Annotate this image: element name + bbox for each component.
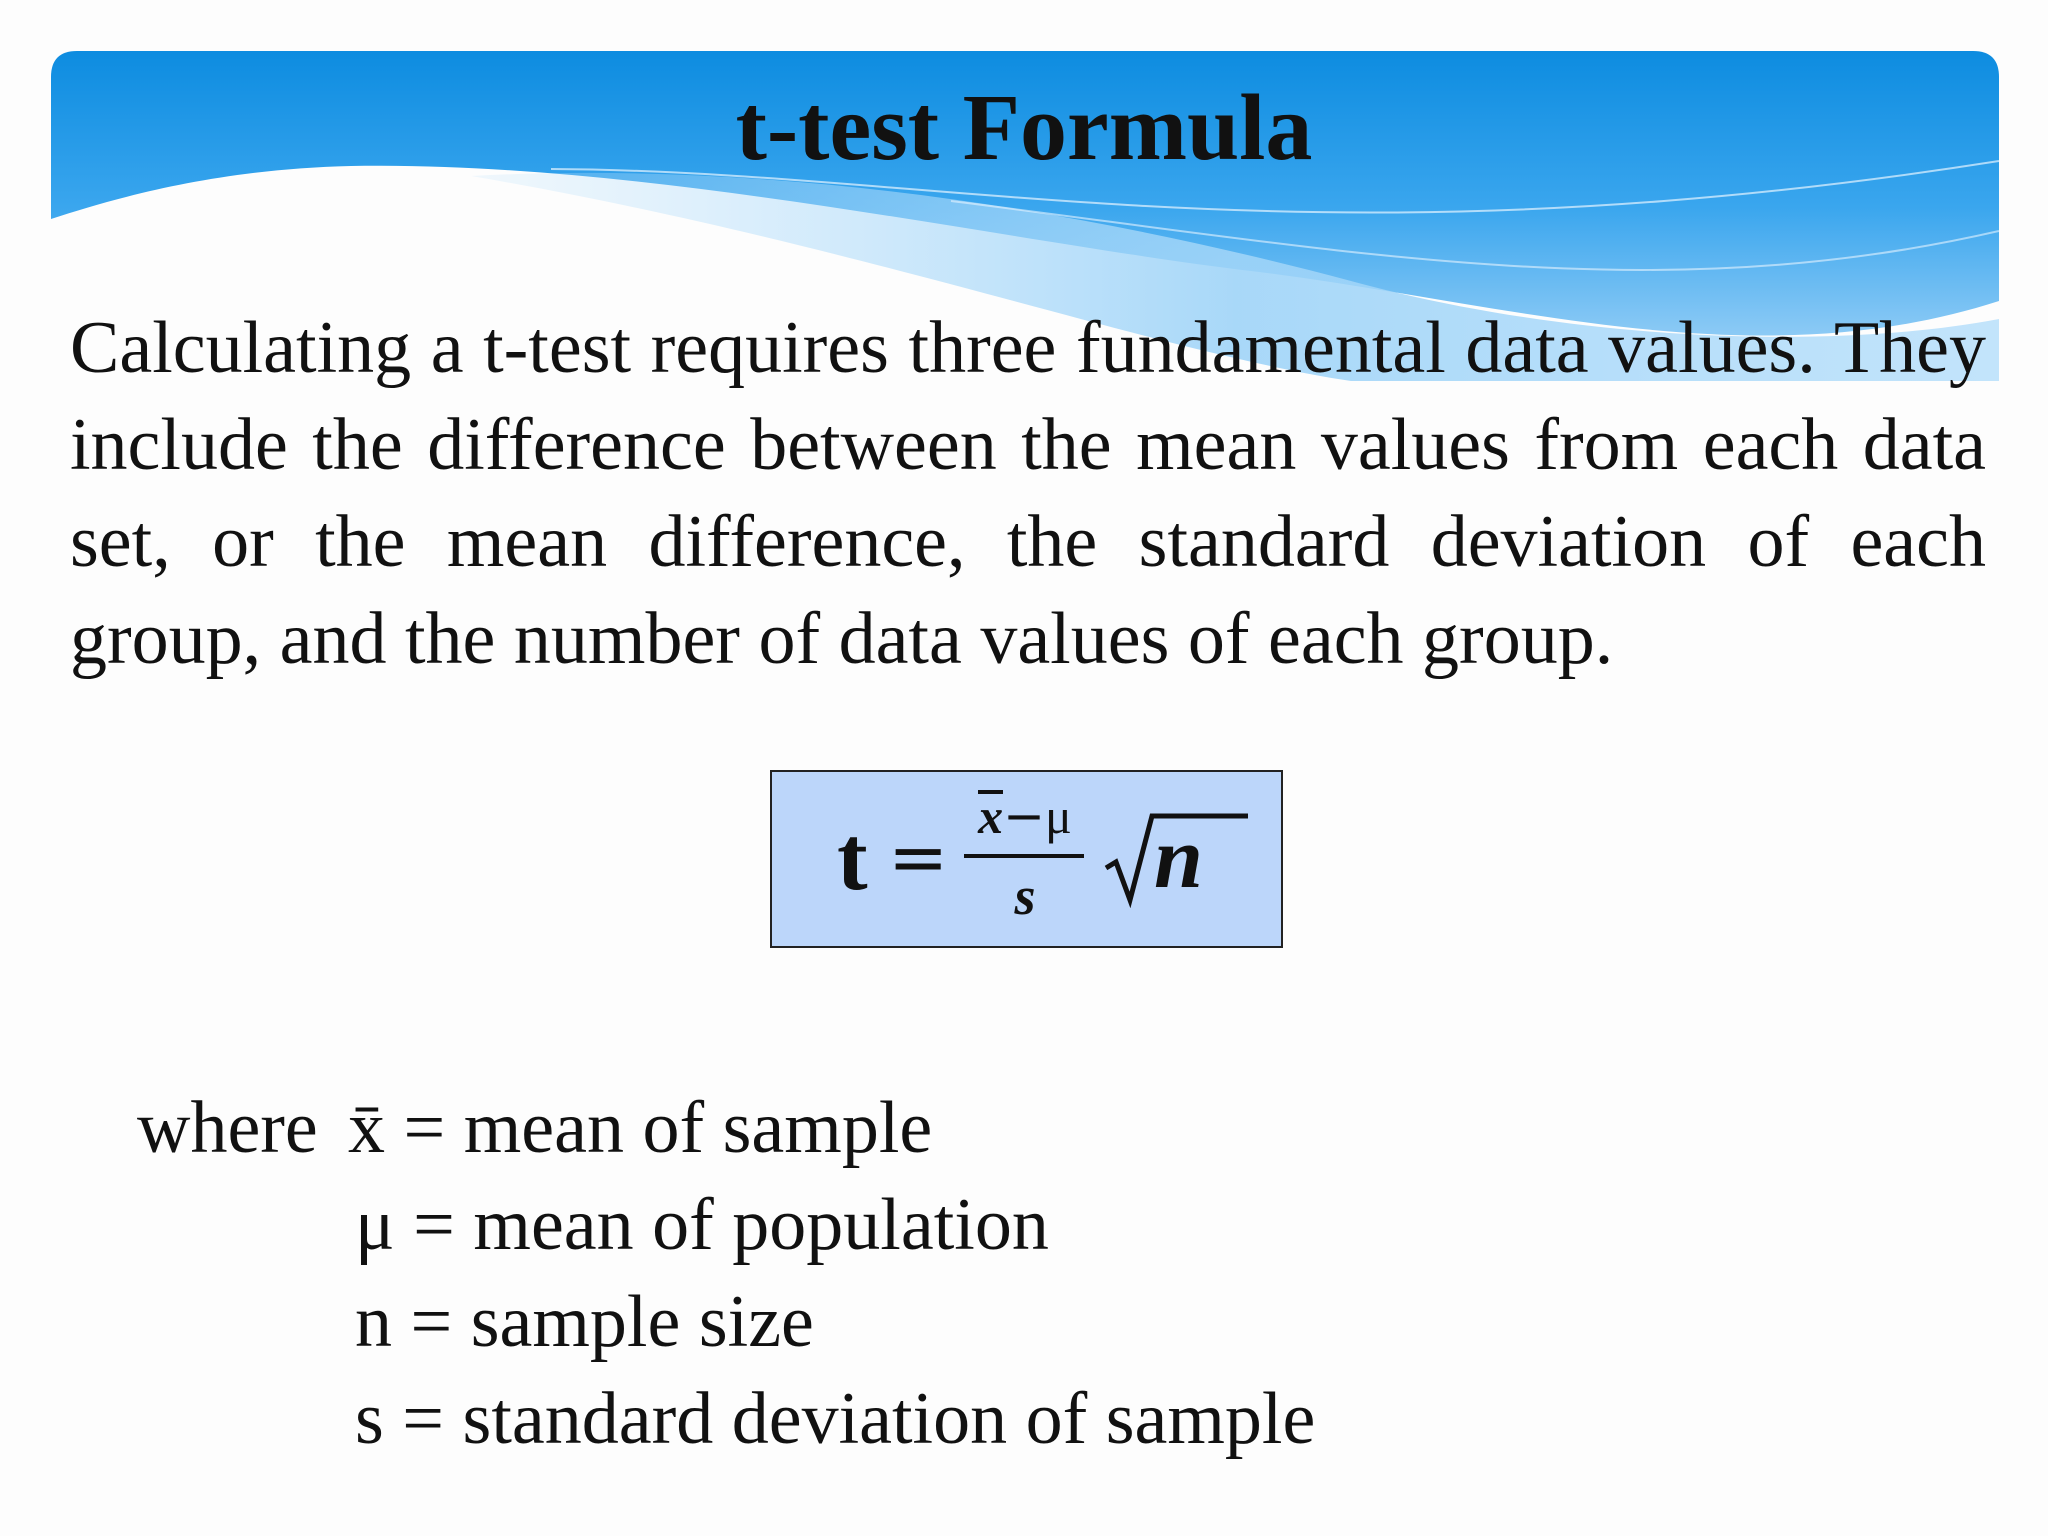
fraction-numerator bbox=[962, 786, 1088, 846]
formula-lhs: t bbox=[837, 807, 868, 909]
sqrt-argument: n bbox=[1154, 810, 1203, 907]
fraction-bar bbox=[964, 854, 1084, 858]
numerator-mu: μ bbox=[1045, 788, 1072, 844]
formula-equals: = bbox=[888, 815, 949, 899]
formula-sqrt bbox=[1102, 808, 1252, 908]
definition-text: μ = mean of population bbox=[355, 1184, 1049, 1266]
formula-fraction bbox=[962, 786, 1088, 936]
slide-title: t-test Formula bbox=[735, 76, 1313, 180]
definition-text: x̄ = mean of sample bbox=[348, 1087, 933, 1169]
fraction-denominator: s bbox=[1014, 866, 1036, 926]
body-paragraph: Calculating a t-test requires three fundamental data values. They include the difference between the mean values from each data set, or the mean difference, the standard deviation of each group, and the number of data values of each group. bbox=[70, 307, 1986, 680]
numerator-xbar: x bbox=[978, 788, 1004, 844]
numerator-minus: − bbox=[1003, 787, 1046, 845]
definition-lead: where bbox=[137, 1087, 318, 1169]
definition-text: n = sample size bbox=[355, 1281, 814, 1363]
formula-box bbox=[770, 770, 1283, 948]
definition-text: s = standard deviation of sample bbox=[355, 1378, 1316, 1460]
